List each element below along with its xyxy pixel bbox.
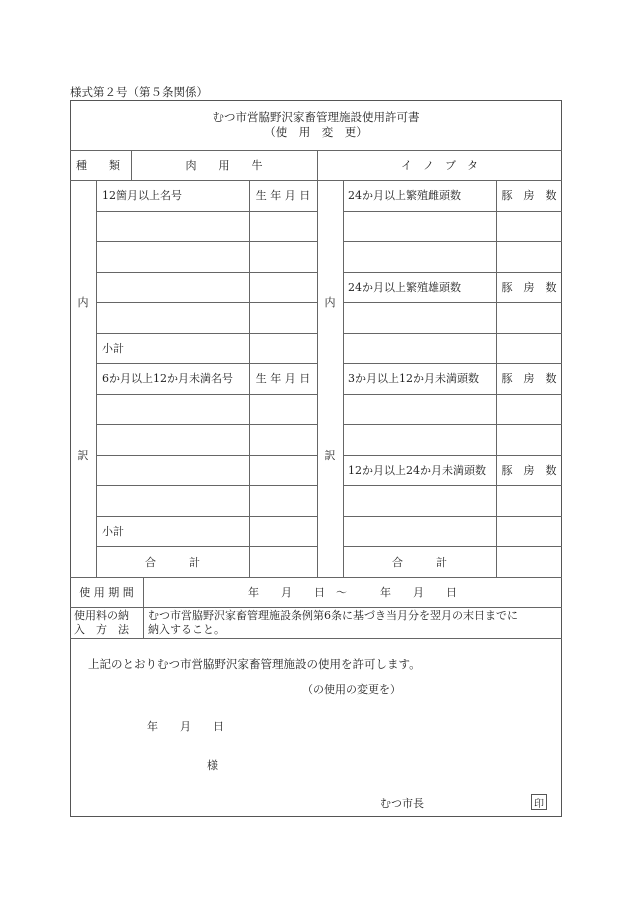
row-divider — [96, 241, 317, 242]
boar-header-4: 12か月以上24か月未満頭数 — [348, 464, 486, 477]
cattle-section2-header: 6か月以上12か月未満名号 — [102, 372, 233, 385]
row-divider — [343, 333, 562, 334]
form-title: むつ市営脇野沢家畜管理施設使用許可書 — [212, 110, 420, 124]
row-divider — [343, 485, 562, 486]
row-divider — [96, 485, 317, 486]
divider — [343, 180, 344, 577]
pen-count-header: 豚 房 数 — [501, 189, 557, 202]
boar-header-1: 24か月以上繁殖雌頭数 — [348, 189, 461, 202]
change-note: （の使用の変更を） — [302, 683, 401, 696]
row-divider — [343, 424, 562, 425]
row-divider — [96, 516, 317, 517]
breakdown-label-top: 内 — [324, 296, 336, 309]
breakdown-label-bottom: 訳 — [324, 449, 336, 462]
cattle-total-label: 合 計 — [145, 555, 200, 569]
row-divider — [96, 455, 317, 456]
row-divider — [96, 424, 317, 425]
row-divider — [343, 302, 562, 303]
type-cattle: 肉 用 牛 — [185, 159, 263, 172]
seal-icon: 印 — [531, 794, 547, 810]
period-value[interactable]: 年 月 日 〜 年 月 日 — [248, 586, 457, 599]
cattle-section1-header: 12箇月以上名号 — [102, 189, 182, 202]
type-label: 種 類 — [76, 159, 120, 172]
period-label: 使 用 期 間 — [79, 586, 134, 599]
payment-method-text: むつ市営脇野沢家畜管理施設条例第6条に基づき当月分を翌月の末日までに 納入すること。 — [148, 609, 518, 636]
pen-count-header: 豚 房 数 — [501, 372, 557, 385]
row-divider — [96, 333, 317, 334]
row-divider — [343, 211, 562, 212]
breakdown-label-bottom: 訳 — [77, 449, 89, 462]
row-divider — [96, 302, 317, 303]
birthdate-header: 生 年 月 日 — [255, 189, 311, 202]
row-divider — [343, 516, 562, 517]
row-divider — [343, 241, 562, 242]
issuer-name: むつ市長 — [380, 797, 424, 810]
type-boar: イ ノ ブ タ — [401, 159, 478, 172]
boar-header-2: 24か月以上繁殖雄頭数 — [348, 281, 461, 294]
cattle-subtotal-label: 小計 — [102, 342, 124, 355]
birthdate-header: 生 年 月 日 — [255, 372, 311, 385]
divider — [70, 638, 562, 639]
issue-date[interactable]: 年 月 日 — [147, 720, 224, 733]
pen-count-header: 豚 房 数 — [501, 281, 557, 294]
pen-count-header: 豚 房 数 — [501, 464, 557, 477]
cattle-subtotal-label: 小計 — [102, 525, 124, 538]
form-title-block — [70, 110, 562, 140]
row-divider — [343, 394, 562, 395]
boar-total-label: 合 計 — [392, 555, 447, 569]
form-number: 様式第２号（第５条関係） — [70, 85, 208, 99]
divider — [96, 180, 97, 577]
breakdown-label-top: 内 — [77, 296, 89, 309]
row-divider — [96, 211, 317, 212]
divider — [317, 150, 318, 577]
payment-method-label: 使用料の納 入 方 法 — [74, 609, 129, 636]
row-divider — [96, 394, 317, 395]
form-subtitle: （使 用 変 更） — [264, 125, 368, 139]
row-divider — [96, 272, 317, 273]
addressee-suffix: 様 — [207, 759, 218, 772]
permit-statement: 上記のとおりむつ市営脇野沢家畜管理施設の使用を許可します。 — [88, 657, 421, 671]
boar-header-3: 3か月以上12か月未満頭数 — [348, 372, 479, 385]
